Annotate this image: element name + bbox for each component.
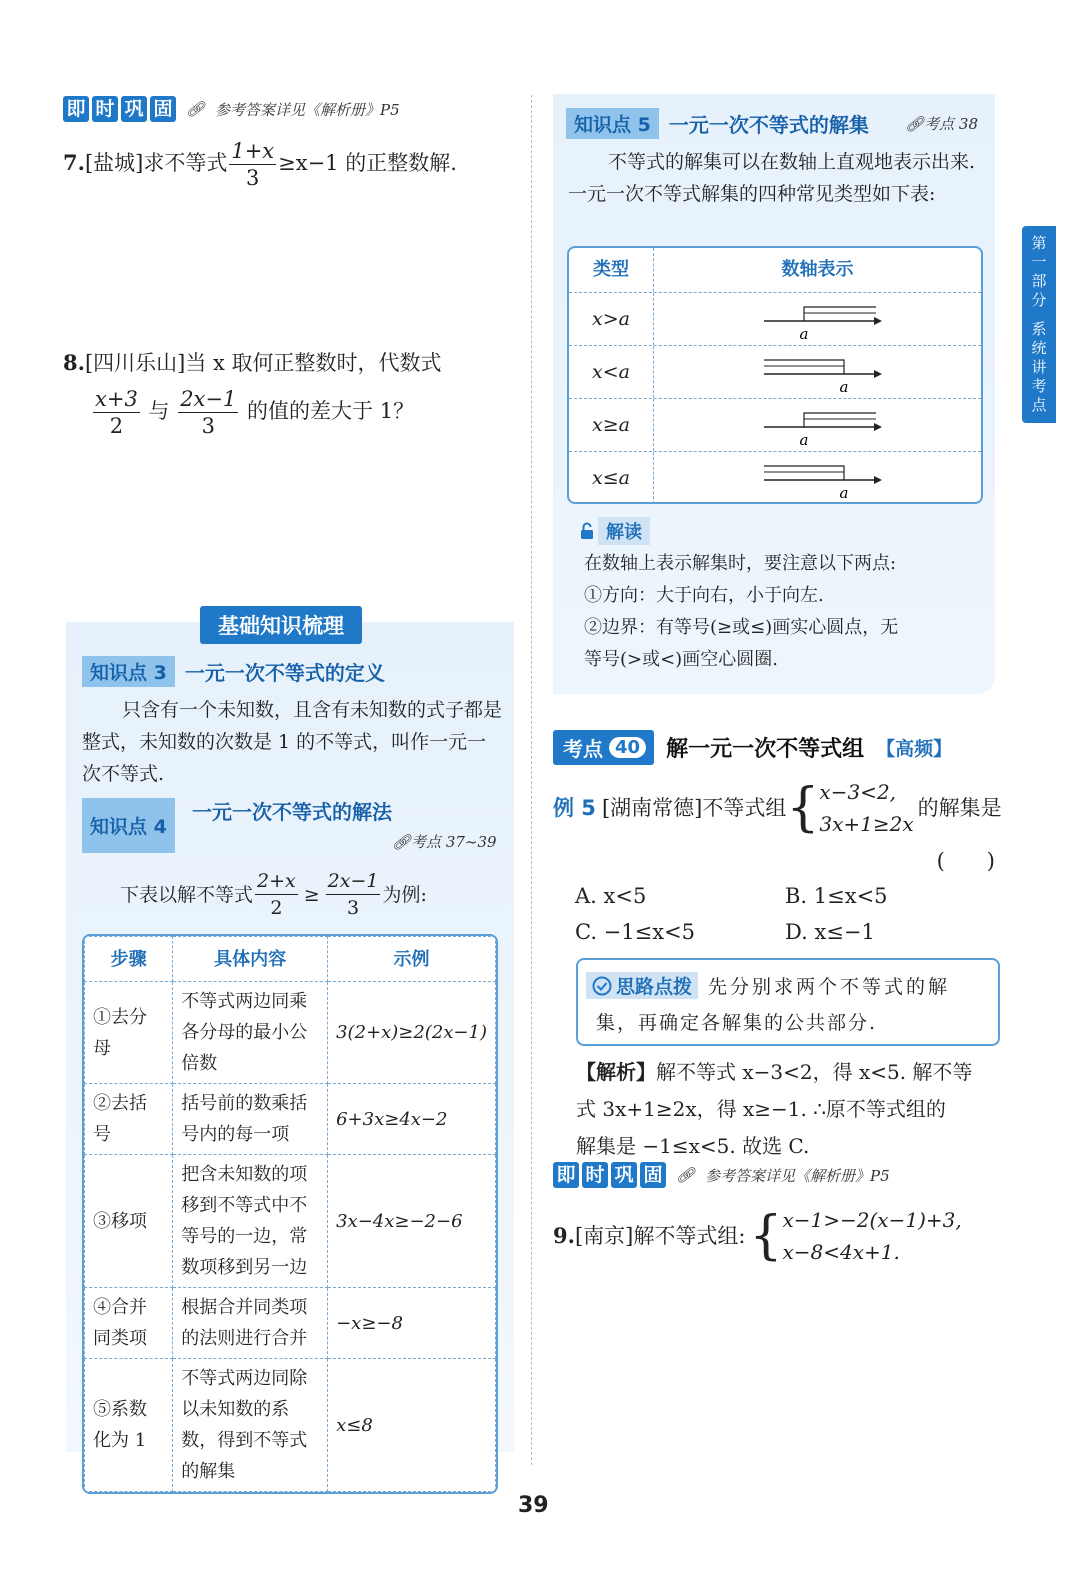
hint-box: 思路点拨 先分别求两个不等式的解 集，再确定各解集的公共部分. xyxy=(576,958,1000,1046)
kp4-title: 一元一次不等式的解法 xyxy=(192,800,392,824)
number-line xyxy=(654,346,974,398)
axis-arrow xyxy=(874,476,882,484)
table-row: ④合并同类项 根据合并同类项的法则进行合并 −x≥−8 xyxy=(85,1288,496,1359)
inequality-system: { x−1>−2(x−1)+3, x−8<4x+1. xyxy=(749,1206,962,1266)
section-sidebar-tab: 第 一 部 分 系 统 讲 考 点 xyxy=(1022,226,1056,423)
table-row: ①去分母 不等式两边同乘各分母的最小公倍数 3(2+x)≥2(2x−1) xyxy=(85,982,496,1084)
question-7: 7.[盐城]求不等式 $\frac{1+x}{3}$ ≥x−1 的正整数解. xyxy=(63,139,457,190)
hint-title: 思路点拨 xyxy=(586,972,698,999)
option-d: D. x≤−1 xyxy=(785,920,875,944)
numberline-row xyxy=(569,346,981,399)
interpret-header: 解读 xyxy=(580,517,650,545)
practice-ref: 参考答案详见《解析册》P5 xyxy=(215,100,400,119)
table-row: ③移项 把含未知数的项移到不等式中不等号的一边，常数项移到另一边 3x−4x≥−2−6 xyxy=(85,1155,496,1288)
numberline-table xyxy=(567,246,983,504)
axis-arrow xyxy=(874,370,882,378)
kp3-header: 知识点 3 一元一次不等式的定义 xyxy=(82,656,385,687)
axis-arrow xyxy=(874,317,882,325)
kp4-header: 知识点 4 xyxy=(82,798,175,853)
practice-badge: 即 时 巩 固 xyxy=(553,1162,666,1188)
table-row: ⑤系数化为 1 不等式两边同除以未知数的系数，得到不等式的解集 x≤8 xyxy=(85,1359,496,1492)
practice-header-right: 即 时 巩 固 🔗︎ 参考答案详见《解析册》P5 xyxy=(553,1162,890,1188)
inequality-type: x≤a xyxy=(569,452,654,504)
options xyxy=(553,878,1003,950)
solution-set-line xyxy=(764,466,844,480)
kp4-intro: 下表以解不等式 $\frac{2+x}{2}$ ≥ $\frac{2x-1}{3}$ 为例: xyxy=(120,870,427,919)
number-line xyxy=(654,293,974,345)
steps-table-wrap xyxy=(82,934,498,1494)
interpret-body: 在数轴上表示解集时，要注意以下两点: ①方向：大于向右，小于向左. ②边界：有等号(≥或≤)画实心圆点，无 等号(>或<)画空心圆圈. xyxy=(584,553,899,670)
example-5: 例 5 [湖南常德] 不等式组 { x−3<2, 3x+1≥2x 的解集是 ( ) A. x<5 B. 1≤x<5 C. −1≤x<5 D. x≤−1 xyxy=(553,776,1003,950)
number-line xyxy=(654,452,974,504)
numberline-table-header: 类型 数轴表示 xyxy=(569,248,981,293)
link-icon: 🔗︎ xyxy=(676,1166,696,1184)
numberline-row xyxy=(569,293,981,346)
practice-badge: 即 时 巩 固 xyxy=(63,96,176,122)
exam-point-header: 考点 40 解一元一次不等式组 【高频】 xyxy=(553,730,952,765)
section-title: 基础知识梳理 xyxy=(200,606,362,644)
exam-point-badge: 考点 40 xyxy=(553,730,654,765)
point-label: a xyxy=(799,431,809,449)
fraction: $\frac{x+3}{2}$ xyxy=(95,387,138,438)
page-number: 39 xyxy=(518,1493,549,1518)
option-b: B. 1≤x<5 xyxy=(785,884,888,908)
fraction: $\frac{2x-1}{3}$ xyxy=(180,387,237,438)
lock-icon xyxy=(580,522,594,540)
point-label: a xyxy=(799,325,809,343)
point-label: a xyxy=(839,378,849,396)
kp4-ref: 🔗︎考点 37~39 xyxy=(392,833,497,851)
point-label: a xyxy=(839,484,849,502)
axis-arrow xyxy=(874,423,882,431)
question-8: 8.[四川乐山]当 x 取何正整数时，代数式 $\frac{x+3}{2}$ 与 $\frac{2x-1}{3}$ 的值的差大于 1？ xyxy=(63,350,442,438)
inequality-type: x>a xyxy=(569,293,654,345)
numberline-row xyxy=(569,399,981,452)
fraction: $\frac{2x-1}{3}$ xyxy=(327,870,379,919)
solution-set-line xyxy=(764,360,844,374)
question-9: 9. [南京] 解不等式组: { x−1>−2(x−1)+3, x−8<4x+1. xyxy=(553,1206,962,1266)
fraction: $\frac{1+x}{3}$ xyxy=(231,139,275,190)
number-line xyxy=(654,399,974,451)
solution-set-line xyxy=(804,307,876,321)
steps-table: 步骤 具体内容 示例 ①去分母 不等式两边同乘各分母的最小公倍数 3(2+x)≥2(2x−1) ②去括号 括号前的数乘括号内的每一项 6+3x≥4x−2 ③移项 把含未知数的项移到不等式中不等号的一边，常数项移到另一边 3x−4x≥−2−6 ④合并同类项 根据合并同类项的法则进行合并 −x≥−8 ⑤系数化为 1 不等式两边同除以未知数的系数，得到不等式的解集 x≤8 xyxy=(84,936,496,1492)
link-icon: 🔗︎ xyxy=(186,100,206,118)
inequality-type: x≥a xyxy=(569,399,654,451)
analysis: 【解析】解不等式 x−3<2，得 x<5. 解不等 式 3x+1≥2x，得 x≥−1. ∴原不等式组的 解集是 −1≤x<5. 故选 C. xyxy=(576,1060,973,1158)
column-divider xyxy=(531,95,532,1465)
kp3-body: 只含有一个未知数，且含有未知数的式子都是整式，未知数的次数是 1 的不等式，叫作一元一次不等式. xyxy=(82,699,503,785)
check-circle-icon xyxy=(592,976,612,996)
fraction: $\frac{2+x}{2}$ xyxy=(257,870,296,919)
solution-set-line xyxy=(804,413,876,427)
kp5-body: 不等式的解集可以在数轴上直观地表示出来. 一元一次不等式解集的四种常见类型如下表: xyxy=(568,151,976,205)
option-a: A. x<5 xyxy=(575,884,647,908)
inequality-system: { x−3<2, 3x+1≥2x xyxy=(786,778,914,838)
table-row: ②去括号 括号前的数乘括号内的每一项 6+3x≥4x−2 xyxy=(85,1084,496,1155)
numberline-row xyxy=(569,452,981,504)
option-c: C. −1≤x<5 xyxy=(575,920,696,944)
practice-header-left xyxy=(63,96,400,122)
inequality-type: x<a xyxy=(569,346,654,398)
kp5-header: 知识点 5 一元一次不等式的解集 🔗︎考点 38 xyxy=(566,108,978,139)
